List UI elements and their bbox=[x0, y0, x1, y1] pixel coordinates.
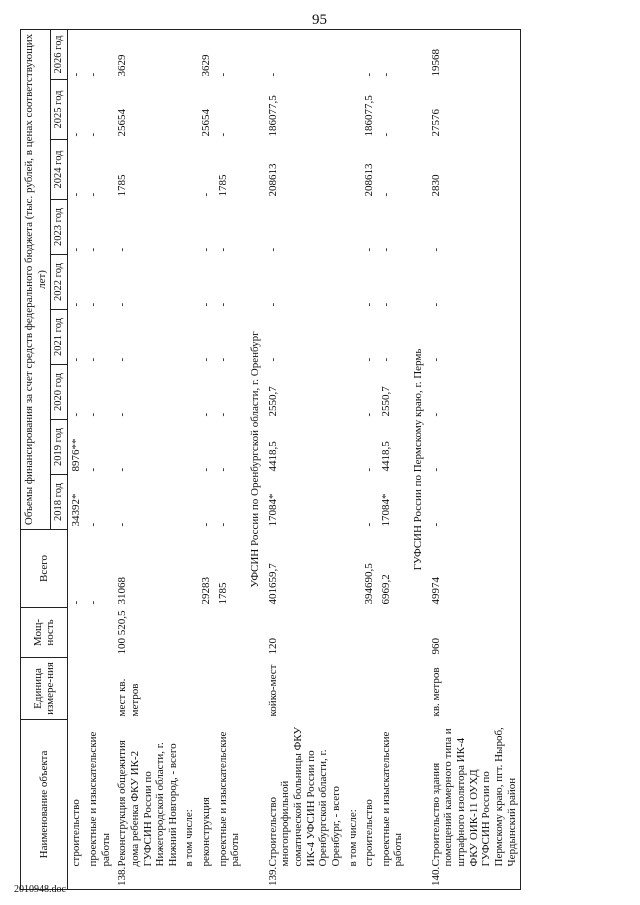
funding-table bbox=[20, 29, 521, 890]
section-row bbox=[244, 29, 265, 889]
year-value-cell: - bbox=[70, 132, 83, 137]
year-value-cell: 3629 bbox=[200, 54, 213, 77]
year-value-cell: - bbox=[429, 412, 442, 417]
unit-cell: кв. метров bbox=[429, 667, 442, 717]
year-value-cell: - bbox=[70, 357, 83, 362]
header-total: Всего bbox=[21, 529, 68, 607]
unit-cell: мест кв. метров bbox=[116, 678, 141, 717]
year-value-cell: - bbox=[200, 247, 213, 252]
header-year: 2023 год bbox=[51, 199, 68, 254]
total-cell: 6969,2 bbox=[379, 574, 392, 605]
object-name: проектные и изыскательские работы bbox=[216, 731, 242, 867]
year-value-cell: 2550,7 bbox=[266, 386, 279, 417]
year-value-cell: - bbox=[116, 467, 129, 472]
year-value-cell: - bbox=[200, 302, 213, 307]
year-value-cell: 4418,5 bbox=[266, 441, 279, 472]
capacity-cell bbox=[361, 607, 378, 657]
object-name: Строительство многопрофильной соматической больницы ФКУ ИК-4 УФСИН России по Оренбургской области, г. Оренбург, - всего bbox=[266, 726, 342, 867]
unit-cell bbox=[85, 657, 114, 719]
rotated-table-container bbox=[20, 30, 640, 890]
year-value-cell: - bbox=[86, 357, 99, 362]
table-row bbox=[345, 29, 362, 889]
year-value-cell: - bbox=[429, 522, 442, 527]
year-value-cell: - bbox=[116, 247, 129, 252]
section-title: УФСИН России по Оренбургской области, г. Оренбург bbox=[249, 331, 262, 588]
year-value-cell: - bbox=[379, 357, 392, 362]
year-value-cell bbox=[181, 309, 198, 364]
capacity-cell bbox=[378, 607, 407, 657]
row-number bbox=[68, 870, 85, 890]
total-cell bbox=[345, 529, 362, 607]
section-title: ГУФСИН России по Пермскому краю, г. Пермь bbox=[412, 348, 425, 571]
year-value-cell: 1785 bbox=[216, 174, 229, 197]
year-value-cell: - bbox=[379, 247, 392, 252]
table-row bbox=[361, 29, 378, 889]
capacity-cell bbox=[85, 607, 114, 657]
year-value-cell: 1785 bbox=[116, 174, 129, 197]
row-number bbox=[378, 870, 407, 890]
header-year: 2018 год bbox=[51, 474, 68, 529]
year-value-cell: - bbox=[429, 467, 442, 472]
year-value-cell: - bbox=[216, 412, 229, 417]
table-row bbox=[428, 29, 521, 889]
year-value-cell: 17084* bbox=[266, 493, 279, 527]
year-value-cell: - bbox=[363, 247, 376, 252]
year-value-cell: - bbox=[216, 132, 229, 137]
total-cell: 401659,7 bbox=[266, 563, 279, 605]
object-name: Реконструкция общежития дома ребенка ФКУ ИК-2 ГУФСИН России по Нижегородской области, г. Нижний Новгород, - всего bbox=[116, 740, 179, 867]
header-year: 2022 год bbox=[51, 254, 68, 309]
row-number: 138. bbox=[116, 866, 129, 886]
year-value-cell: - bbox=[363, 357, 376, 362]
year-value-cell: - bbox=[266, 357, 279, 362]
object-name: реконструкция bbox=[200, 797, 213, 867]
year-value-cell: - bbox=[266, 72, 279, 77]
year-value-cell: - bbox=[266, 247, 279, 252]
year-value-cell: 186077,5 bbox=[266, 95, 279, 137]
capacity-cell: 100 520,5 bbox=[116, 610, 129, 655]
year-value-cell: - bbox=[216, 302, 229, 307]
year-value-cell: 17084* bbox=[379, 493, 392, 527]
table-row bbox=[215, 29, 244, 889]
year-value-cell: - bbox=[363, 467, 376, 472]
object-name: строительство bbox=[70, 799, 83, 867]
year-value-cell: - bbox=[86, 412, 99, 417]
year-value-cell: - bbox=[216, 72, 229, 77]
year-value-cell: 208613 bbox=[363, 163, 376, 197]
object-name: проектные и изыскательские работы bbox=[86, 731, 112, 867]
table-row bbox=[198, 29, 215, 889]
year-value-cell bbox=[345, 199, 362, 254]
table-row bbox=[85, 29, 114, 889]
row-number: 140. bbox=[429, 866, 442, 886]
year-value-cell: - bbox=[379, 132, 392, 137]
year-value-cell: - bbox=[70, 247, 83, 252]
year-value-cell: - bbox=[429, 357, 442, 362]
year-value-cell: - bbox=[363, 72, 376, 77]
header-capacity: Мощ-ность bbox=[21, 607, 68, 657]
object-name: Строительство здания помещений камерного типа и штрафного изолятора ИК-4 ФКУ ОИК-11 ОУХД ГУФСИН России по Пермскому краю, пгт. Ныроб, Чердынский район bbox=[429, 727, 518, 867]
year-value-cell: - bbox=[70, 192, 83, 197]
year-value-cell bbox=[181, 79, 198, 139]
year-value-cell: - bbox=[429, 247, 442, 252]
row-number bbox=[198, 870, 215, 890]
year-value-cell: - bbox=[379, 192, 392, 197]
year-value-cell: - bbox=[200, 192, 213, 197]
capacity-cell bbox=[198, 607, 215, 657]
unit-cell bbox=[345, 657, 362, 719]
year-value-cell: - bbox=[86, 192, 99, 197]
footer-filename: 2010948.doc bbox=[14, 884, 66, 895]
object-name: строительство bbox=[363, 799, 376, 867]
header-year: 2021 год bbox=[51, 309, 68, 364]
year-value-cell: - bbox=[86, 247, 99, 252]
year-value-cell bbox=[181, 364, 198, 419]
table-row bbox=[265, 29, 345, 889]
capacity-cell: 960 bbox=[429, 637, 442, 655]
year-value-cell: 25654 bbox=[200, 108, 213, 137]
year-value-cell bbox=[345, 474, 362, 529]
year-value-cell bbox=[345, 364, 362, 419]
capacity-cell: 120 bbox=[266, 637, 279, 655]
year-value-cell: 34392* bbox=[70, 493, 83, 527]
capacity-cell bbox=[345, 607, 362, 657]
year-value-cell: - bbox=[70, 302, 83, 307]
row-number: 139. bbox=[266, 866, 279, 886]
year-value-cell bbox=[345, 419, 362, 474]
unit-cell bbox=[181, 657, 198, 719]
year-value-cell: 2550,7 bbox=[379, 386, 392, 417]
total-cell: 49974 bbox=[429, 576, 442, 605]
year-value-cell: - bbox=[216, 247, 229, 252]
year-value-cell bbox=[345, 139, 362, 199]
total-cell bbox=[181, 529, 198, 607]
capacity-cell bbox=[215, 607, 244, 657]
year-value-cell: - bbox=[363, 412, 376, 417]
total-cell: 394690,5 bbox=[363, 563, 376, 605]
year-value-cell: 25654 bbox=[116, 108, 129, 137]
year-value-cell: 3629 bbox=[116, 54, 129, 77]
year-value-cell: - bbox=[200, 467, 213, 472]
unit-cell bbox=[68, 657, 85, 719]
header-year: 2024 год bbox=[51, 139, 68, 199]
year-value-cell: - bbox=[379, 302, 392, 307]
year-value-cell bbox=[181, 419, 198, 474]
header-year: 2025 год bbox=[51, 79, 68, 139]
header-name: Наименование объекта bbox=[21, 719, 68, 889]
year-value-cell bbox=[345, 309, 362, 364]
year-value-cell: 208613 bbox=[266, 163, 279, 197]
unit-cell bbox=[198, 657, 215, 719]
object-name: проектные и изыскательские работы bbox=[379, 731, 405, 867]
year-value-cell: 27576 bbox=[429, 108, 442, 137]
year-value-cell: - bbox=[116, 357, 129, 362]
year-value-cell: - bbox=[216, 522, 229, 527]
year-value-cell: - bbox=[429, 302, 442, 307]
year-value-cell: 8976** bbox=[70, 438, 83, 472]
object-name: в том числе: bbox=[183, 809, 196, 867]
year-value-cell: 2830 bbox=[429, 174, 442, 197]
year-value-cell: - bbox=[86, 467, 99, 472]
year-value-cell: - bbox=[116, 302, 129, 307]
header-year: 2026 год bbox=[51, 29, 68, 79]
header-unit: Единица измере-ния bbox=[21, 657, 68, 719]
year-value-cell: - bbox=[379, 72, 392, 77]
year-value-cell bbox=[345, 29, 362, 79]
table-row bbox=[181, 29, 198, 889]
year-value-cell: 4418,5 bbox=[379, 441, 392, 472]
row-number bbox=[345, 870, 362, 890]
total-cell: - bbox=[86, 600, 99, 605]
unit-cell bbox=[215, 657, 244, 719]
capacity-cell bbox=[181, 607, 198, 657]
year-value-cell: 186077,5 bbox=[363, 95, 376, 137]
year-value-cell: - bbox=[363, 302, 376, 307]
year-value-cell: - bbox=[200, 357, 213, 362]
year-value-cell bbox=[181, 139, 198, 199]
year-value-cell: - bbox=[363, 522, 376, 527]
year-value-cell: - bbox=[86, 302, 99, 307]
year-value-cell bbox=[181, 254, 198, 309]
year-value-cell bbox=[181, 474, 198, 529]
row-number bbox=[215, 870, 244, 890]
year-value-cell: - bbox=[86, 72, 99, 77]
unit-cell bbox=[378, 657, 407, 719]
year-value-cell: - bbox=[216, 357, 229, 362]
year-value-cell bbox=[181, 29, 198, 79]
page-number: 95 bbox=[312, 12, 327, 28]
year-value-cell: - bbox=[70, 72, 83, 77]
object-name: в том числе: bbox=[346, 809, 359, 867]
year-value-cell: - bbox=[266, 302, 279, 307]
year-value-cell bbox=[345, 79, 362, 139]
table-row bbox=[114, 29, 181, 889]
capacity-cell bbox=[68, 607, 85, 657]
header-year: 2020 год bbox=[51, 364, 68, 419]
table-row bbox=[68, 29, 85, 889]
year-value-cell: - bbox=[116, 522, 129, 527]
header-year: 2019 год bbox=[51, 419, 68, 474]
unit-cell: койко-мест bbox=[266, 664, 279, 717]
row-number bbox=[85, 870, 114, 890]
row-number bbox=[181, 870, 198, 890]
total-cell: - bbox=[70, 600, 83, 605]
year-value-cell: - bbox=[200, 412, 213, 417]
year-value-cell: - bbox=[70, 412, 83, 417]
year-value-cell bbox=[345, 254, 362, 309]
row-number bbox=[361, 870, 378, 890]
year-value-cell: - bbox=[116, 412, 129, 417]
year-value-cell: - bbox=[216, 467, 229, 472]
table-row bbox=[378, 29, 407, 889]
year-value-cell: - bbox=[86, 132, 99, 137]
unit-cell bbox=[361, 657, 378, 719]
total-cell: 1785 bbox=[216, 582, 229, 605]
year-value-cell: - bbox=[200, 522, 213, 527]
header-funding: Объемы финансирования за счет средств федерального бюджета (тыс. рублей, в ценах соответствующих лет) bbox=[21, 29, 51, 529]
section-row bbox=[407, 29, 428, 889]
total-cell: 29283 bbox=[200, 576, 213, 605]
year-value-cell bbox=[181, 199, 198, 254]
year-value-cell: - bbox=[86, 522, 99, 527]
total-cell: 31068 bbox=[116, 576, 129, 605]
year-value-cell: 19568 bbox=[429, 48, 442, 77]
